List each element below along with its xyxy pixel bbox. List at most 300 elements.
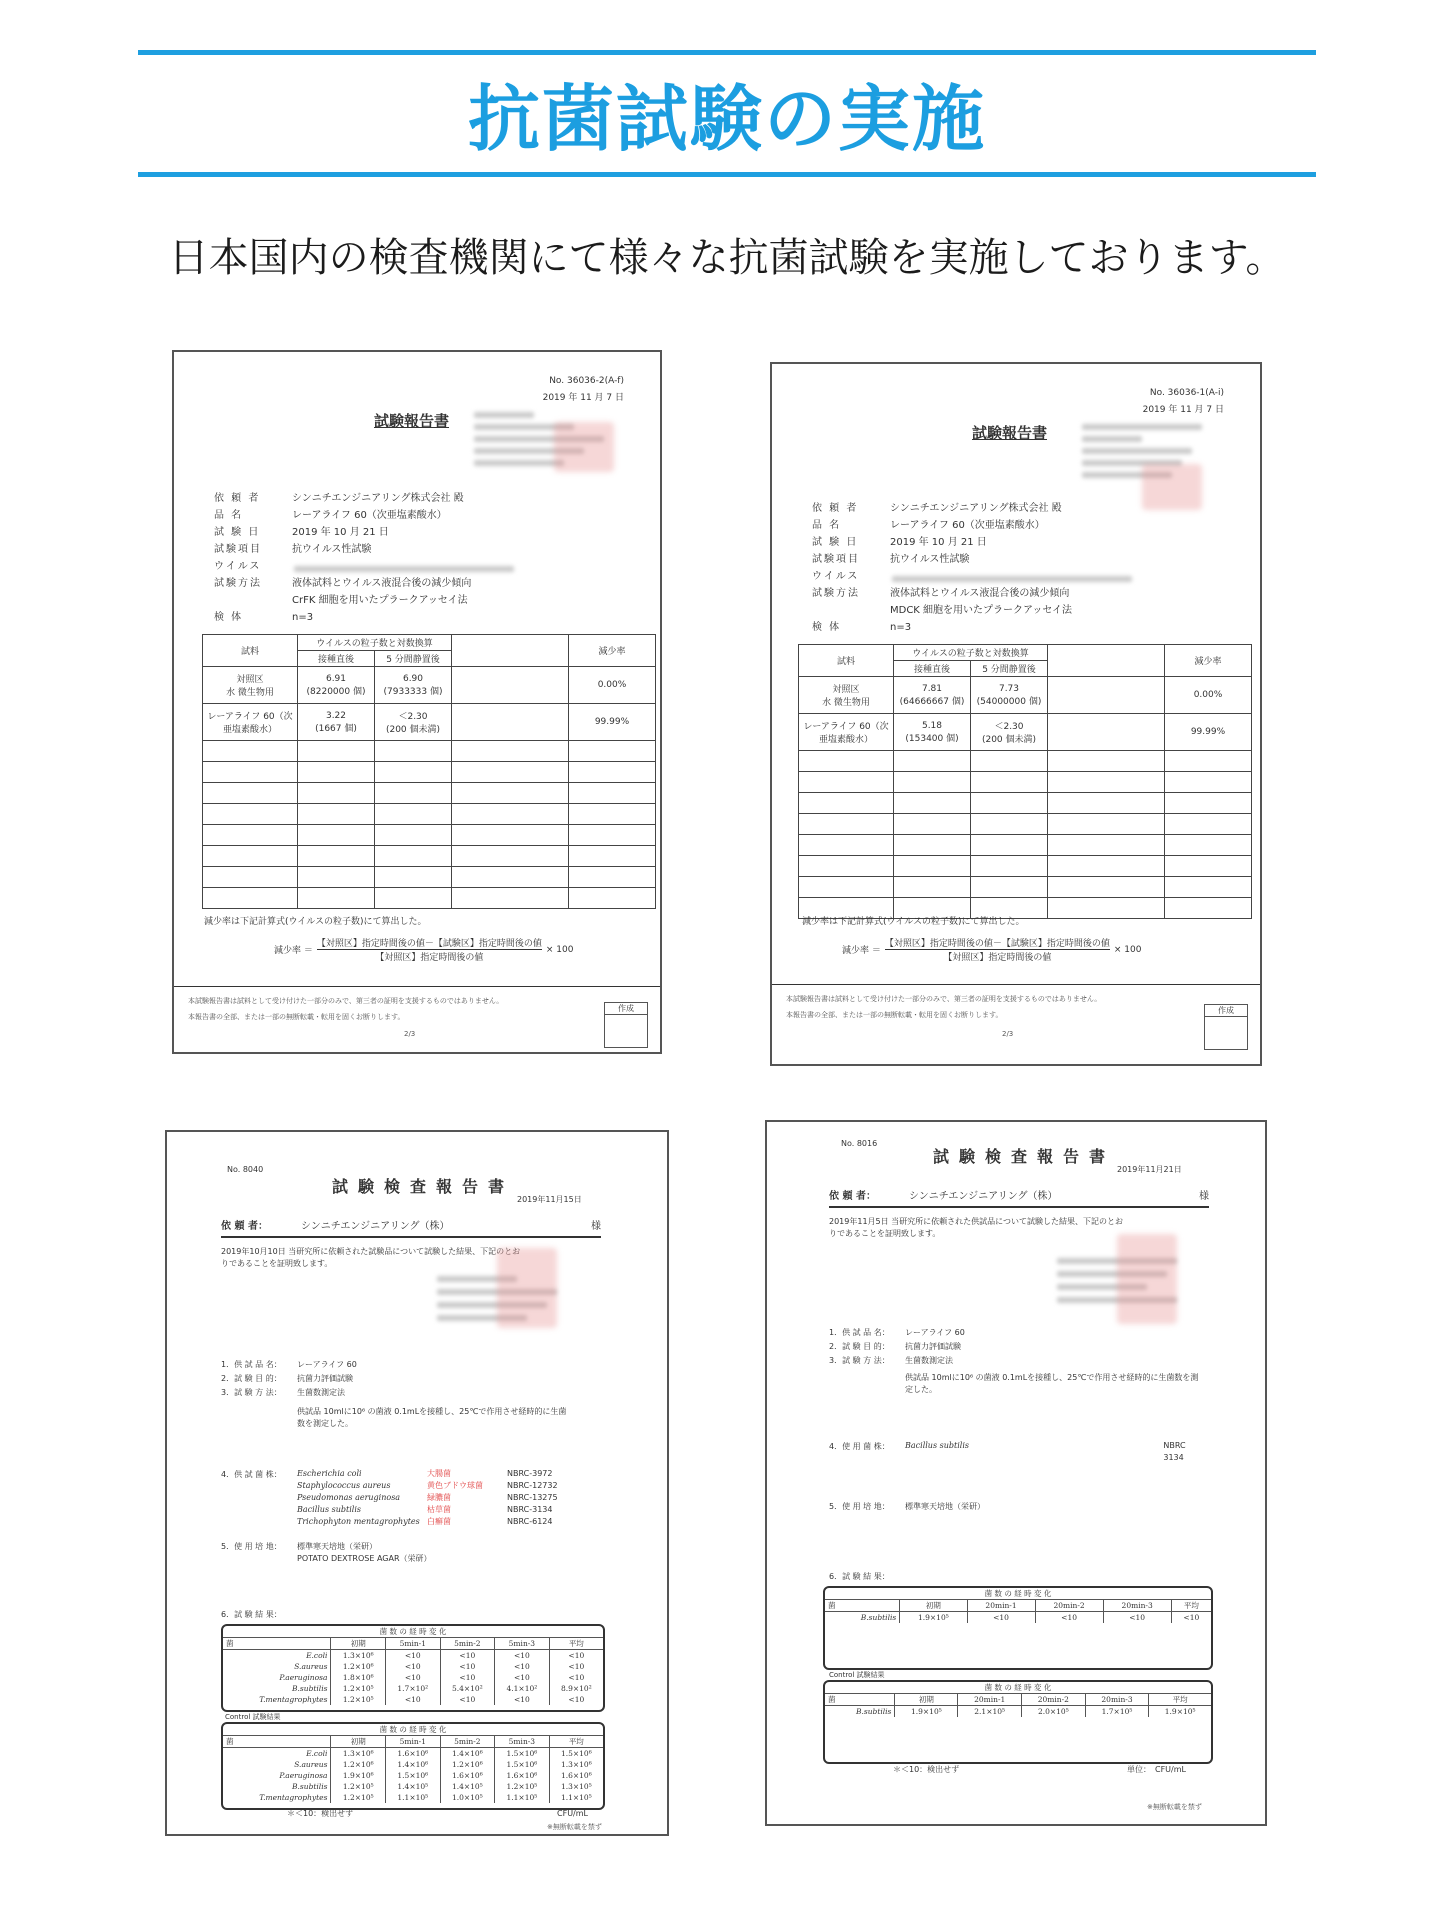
field-row <box>812 500 1232 517</box>
cell-empty <box>1048 898 1165 919</box>
cell-count: <10 <box>1035 1612 1103 1624</box>
field-key: 品 名 <box>812 520 842 531</box>
field-value: 抗ウイルス性試験 <box>890 554 970 565</box>
col-header: 20min-2 <box>1035 1600 1103 1612</box>
cell-empty <box>799 793 894 814</box>
species-code: NBRC 3134 <box>1163 1441 1186 1462</box>
th-rate: 減少率 <box>569 635 656 667</box>
table-row <box>203 704 656 741</box>
cell-empty <box>375 783 452 804</box>
table-row-empty <box>799 814 1252 835</box>
species-jp: 緑膿菌 <box>427 1493 451 1502</box>
cell-after: ＜2.30 (200 個未満) <box>375 704 452 741</box>
cell-count: 1.0×10⁵ <box>440 1792 495 1803</box>
cell-empty <box>375 888 452 909</box>
cell-empty <box>203 762 298 783</box>
formula-denominator: 【対照区】指定時間後の値 <box>375 953 484 963</box>
cell-empty <box>298 846 375 867</box>
control-label: Control 試験結果 <box>829 1671 885 1679</box>
table-caption: 菌 数 の 経 時 変 化 <box>223 1724 603 1736</box>
table-row-empty <box>799 772 1252 793</box>
cell-count: 1.2×10⁵ <box>331 1792 386 1803</box>
table-row <box>223 1770 603 1781</box>
formula <box>842 936 1141 963</box>
cell-empty <box>569 867 656 888</box>
field-key <box>214 592 292 609</box>
species-spacer <box>1025 1440 1163 1464</box>
col-header: 菌 <box>223 1736 331 1748</box>
table-row-empty <box>203 867 656 888</box>
cell-count: 1.9×10⁵ <box>900 1612 967 1624</box>
cell-count: 1.9×10⁶ <box>331 1770 386 1781</box>
row-organism: B.subtilis <box>860 1613 897 1622</box>
result-label: 6．試 験 結 果： <box>829 1572 890 1581</box>
species-label: 4．使 用 菌 株： <box>829 1442 890 1451</box>
species-name: Escherichia coli <box>297 1469 362 1478</box>
cell-empty <box>452 667 569 704</box>
field-key: 依 頼 者 <box>812 503 859 514</box>
table-row-empty <box>799 793 1252 814</box>
client-suffix: 様 <box>591 1221 601 1232</box>
species-jp: 黄色ブドウ球菌 <box>427 1481 483 1490</box>
cell-rate: 0.00% <box>569 667 656 704</box>
report-card-bacteria-1 <box>165 1130 669 1836</box>
species-row <box>905 1440 1205 1464</box>
col-header: 菌 <box>825 1600 900 1612</box>
cell-empty <box>452 867 569 888</box>
medium-label: 5．使 用 培 地： <box>221 1542 282 1551</box>
page-number: 2/3 <box>404 1030 416 1038</box>
cell-empty <box>569 888 656 909</box>
results-table <box>798 644 1252 919</box>
unit-label: 単位： CFU/mL <box>1127 1765 1186 1774</box>
cell-count: <10 <box>549 1672 603 1683</box>
field-key: 品 名 <box>214 510 244 521</box>
results-table-wrap <box>202 634 656 909</box>
cell-count: 1.2×10⁵ <box>331 1781 386 1792</box>
row-organism: E.coli <box>306 1749 328 1758</box>
medium-value: 標準寒天培地（栄研） <box>297 1542 377 1551</box>
cell-empty <box>1165 772 1252 793</box>
table-row <box>825 1612 1211 1624</box>
cell-empty <box>1048 677 1165 714</box>
field-value: レーアライフ 60（次亜塩素酸水） <box>292 510 447 521</box>
item-value: 抗菌力評価試験 <box>297 1374 353 1383</box>
cell-count: <10 <box>549 1661 603 1672</box>
client-suffix: 様 <box>1199 1191 1209 1202</box>
approval-box <box>604 1002 648 1048</box>
cell-count: 5.4×10² <box>440 1683 495 1694</box>
cell-count: 1.2×10⁵ <box>495 1781 550 1792</box>
cell-empty <box>298 783 375 804</box>
cell-count: <10 <box>549 1650 603 1662</box>
species-code: NBRC-6124 <box>507 1517 553 1526</box>
results-table-box <box>823 1586 1213 1670</box>
table-row <box>203 667 656 704</box>
client-label: 依 頼 者： <box>829 1191 876 1202</box>
field-key: 検 体 <box>214 612 244 623</box>
approval-label: 作成 <box>1205 1005 1247 1017</box>
cell-count: 2.1×10⁵ <box>958 1706 1022 1718</box>
species-code: NBRC-13275 <box>507 1493 558 1502</box>
cell-empty <box>375 804 452 825</box>
page-title: 抗菌試験の実施 <box>467 77 986 161</box>
cell-before: 5.18 (153400 個) <box>894 714 971 751</box>
intro-text: 2019年11月5日 当研究所に依頼された供試品について試験した結果、下記のとおりであることを証明致します。 <box>829 1217 1124 1238</box>
field-key: 試験項目 <box>214 544 262 555</box>
cell-empty <box>203 867 298 888</box>
th-before: 接種直後 <box>894 661 971 677</box>
field-value: 2019 年 10 月 21 日 <box>890 537 987 548</box>
species-name: Staphylococcus aureus <box>297 1481 391 1490</box>
footer-line-1: 本試験報告書は試料として受け付けた一部分のみで、第三者の証明を支援するものではありません。 <box>188 997 504 1005</box>
cell-empty <box>203 825 298 846</box>
cell-empty <box>375 867 452 888</box>
test-item <box>829 1354 1209 1368</box>
col-header: 20min-1 <box>967 1600 1035 1612</box>
cell-count: 1.5×10⁶ <box>495 1759 550 1770</box>
cell-empty <box>569 741 656 762</box>
cell-count: <10 <box>386 1672 441 1683</box>
cell-count: 1.9×10⁵ <box>1149 1706 1211 1718</box>
report-card-virus-2 <box>770 362 1262 1066</box>
footer-note: ※無断転載を禁ず <box>547 1823 602 1831</box>
cell-empty <box>298 741 375 762</box>
cell-empty <box>799 751 894 772</box>
company-seal <box>554 422 614 472</box>
cell-empty <box>799 835 894 856</box>
field-key: ウイルス <box>812 571 860 582</box>
client-label: 依 頼 者： <box>221 1221 268 1232</box>
table-row <box>223 1792 603 1803</box>
th-empty <box>452 635 569 667</box>
cell-count: 1.1×10⁵ <box>386 1792 441 1803</box>
table-row <box>223 1694 603 1705</box>
report-date: 2019年11月15日 <box>517 1195 582 1204</box>
test-item <box>829 1340 1209 1354</box>
col-header: 初期 <box>895 1694 958 1706</box>
approval-label: 作成 <box>605 1003 647 1015</box>
col-header: 菌 <box>825 1694 895 1706</box>
col-header: 5min-1 <box>386 1638 441 1650</box>
approval-box <box>1204 1004 1248 1050</box>
field-value: 抗ウイルス性試験 <box>292 544 372 555</box>
cell-empty <box>375 741 452 762</box>
field-value: n=3 <box>890 622 912 633</box>
item-value: 生菌数測定法 <box>905 1356 953 1365</box>
field-key: 試 験 日 <box>812 537 859 548</box>
cell-empty <box>1165 877 1252 898</box>
medium-value-2: POTATO DEXTROSE AGAR（栄研） <box>297 1554 432 1563</box>
field-value: CrFK 細胞を用いたプラークアッセイ法 <box>292 595 468 606</box>
table-row-empty <box>203 888 656 909</box>
field-row <box>812 585 1232 602</box>
report-card-virus-1 <box>172 350 662 1054</box>
cell-after: 6.90 (7933333 個) <box>375 667 452 704</box>
report-card-bacteria-2 <box>765 1120 1267 1826</box>
formula-denominator: 【対照区】指定時間後の値 <box>943 953 1052 963</box>
table-row <box>223 1683 603 1694</box>
field-key: 試験方法 <box>214 578 262 589</box>
company-seal <box>1117 1234 1177 1324</box>
field-value: 液体試料とウイルス液混合後の減少傾向 <box>292 578 472 589</box>
cell-before: 6.91 (8220000 個) <box>298 667 375 704</box>
cell-count: 1.4×10⁵ <box>386 1781 441 1792</box>
table-row-empty <box>203 825 656 846</box>
cell-empty <box>971 877 1048 898</box>
cell-empty <box>569 762 656 783</box>
cell-empty <box>1165 793 1252 814</box>
cell-empty <box>1165 898 1252 919</box>
report-date: 2019 年 11 月 7 日 <box>542 393 624 403</box>
col-header: 20min-1 <box>958 1694 1022 1706</box>
cell-count: 1.2×10⁶ <box>331 1759 386 1770</box>
calc-note: 減少率は下記計算式(ウイルスの粒子数)にて算出した。 <box>802 917 1025 927</box>
cell-empty <box>298 762 375 783</box>
unit-label: CFU/mL <box>557 1809 588 1818</box>
field-row <box>812 619 1232 636</box>
cell-count: <10 <box>440 1672 495 1683</box>
cell-empty <box>452 804 569 825</box>
formula-rhs: × 100 <box>1113 944 1142 955</box>
row-organism: E.coli <box>306 1651 328 1660</box>
cell-count: <10 <box>495 1694 550 1705</box>
result-label: 6．試 験 結 果： <box>221 1610 282 1619</box>
page-subtitle: 日本国内の検査機関にて様々な抗菌試験を実施しております。 <box>168 235 1286 281</box>
field-row <box>214 592 634 609</box>
header-top-rule <box>138 50 1316 55</box>
col-header: 平均 <box>1149 1694 1211 1706</box>
report-number: No. 36036-2(A-f) <box>549 376 624 386</box>
cell-empty <box>203 804 298 825</box>
cell-empty <box>1165 835 1252 856</box>
col-header: 5min-2 <box>440 1638 495 1650</box>
cell-after: 7.73 (54000000 個) <box>971 677 1048 714</box>
col-header: 20min-3 <box>1103 1600 1171 1612</box>
col-header: 初期 <box>900 1600 967 1612</box>
cell-empty <box>569 804 656 825</box>
test-items <box>221 1358 601 1400</box>
field-key: 依 頼 者 <box>214 493 261 504</box>
cell-count: <10 <box>440 1694 495 1705</box>
cell-count: <10 <box>386 1661 441 1672</box>
footer-divider <box>772 984 1260 985</box>
species-jp: 白癬菌 <box>427 1517 451 1526</box>
cell-count: <10 <box>495 1672 550 1683</box>
col-header: 5min-3 <box>495 1638 550 1650</box>
cell-empty <box>1048 856 1165 877</box>
cell-count: 1.8×10⁶ <box>331 1672 386 1683</box>
col-header: 5min-1 <box>386 1736 441 1748</box>
report-title: 試験検査報告書 <box>933 1147 1116 1166</box>
field-key: 試験方法 <box>812 588 860 599</box>
cell-sample: レーアライフ 60（次 亜塩素酸水） <box>799 714 894 751</box>
cell-count: <10 <box>1171 1612 1211 1624</box>
footer-divider <box>174 986 660 987</box>
formula-numerator: 【対照区】指定時間後の値－【試験区】指定時間後の値 <box>317 936 542 950</box>
field-value: シンニチエンジニアリング株式会社 殿 <box>890 503 1062 514</box>
table-row <box>223 1759 603 1770</box>
cell-count: 1.3×10⁶ <box>549 1759 603 1770</box>
cell-count: <10 <box>549 1694 603 1705</box>
report-fields <box>812 500 1232 636</box>
medium-label: 5．使 用 培 地： <box>829 1502 890 1511</box>
cell-count: 1.7×10² <box>386 1683 441 1694</box>
row-organism: S.aureus <box>294 1760 328 1769</box>
cell-rate: 99.99% <box>1165 714 1252 751</box>
table-row <box>223 1781 603 1792</box>
cell-count: 1.7×10⁵ <box>1085 1706 1149 1718</box>
cell-count: 1.4×10⁵ <box>440 1781 495 1792</box>
field-row <box>812 534 1232 551</box>
field-value: シンニチエンジニアリング株式会社 殿 <box>292 493 464 504</box>
cell-count: 4.1×10² <box>495 1683 550 1694</box>
species-row <box>297 1516 627 1528</box>
field-key: ウイルス <box>214 561 262 572</box>
th-before: 接種直後 <box>298 651 375 667</box>
field-row <box>214 490 634 507</box>
cell-empty <box>894 772 971 793</box>
field-value: 液体試料とウイルス液混合後の減少傾向 <box>890 588 1070 599</box>
cell-rate: 0.00% <box>1165 677 1252 714</box>
table-row-empty <box>799 856 1252 877</box>
cell-empty <box>452 825 569 846</box>
field-value: n=3 <box>292 612 314 623</box>
control-table-box <box>221 1722 605 1810</box>
field-row <box>214 575 634 592</box>
test-item <box>221 1386 601 1400</box>
table-row-empty <box>799 877 1252 898</box>
species-label: 4．供 試 菌 株： <box>221 1470 282 1479</box>
cell-empty <box>1048 751 1165 772</box>
field-value: MDCK 細胞を用いたプラークアッセイ法 <box>890 605 1073 616</box>
cell-count: 1.1×10⁵ <box>495 1792 550 1803</box>
cell-empty <box>1048 814 1165 835</box>
test-items <box>829 1326 1209 1368</box>
species-code: NBRC-3134 <box>507 1505 553 1514</box>
cell-count: <10 <box>386 1694 441 1705</box>
item-key: 1．供 試 品 名： <box>829 1328 890 1337</box>
col-header: 平均 <box>549 1736 603 1748</box>
row-organism: T.mentagrophytes <box>259 1695 328 1704</box>
species-name: Bacillus subtilis <box>905 1441 969 1450</box>
species-jp: 大腸菌 <box>427 1469 451 1478</box>
cell-empty <box>799 877 894 898</box>
row-organism: T.mentagrophytes <box>259 1793 328 1802</box>
cell-count: 1.5×10⁶ <box>495 1748 550 1760</box>
field-row <box>214 609 634 626</box>
row-organism: S.aureus <box>294 1662 328 1671</box>
virus-name-blurred <box>892 576 1132 582</box>
table-row <box>223 1748 603 1760</box>
table-row-empty <box>203 846 656 867</box>
cell-empty <box>971 793 1048 814</box>
cell-before: 7.81 (64666667 個) <box>894 677 971 714</box>
cell-sample: 対照区 水 微生物用 <box>799 677 894 714</box>
field-value: レーアライフ 60（次亜塩素酸水） <box>890 520 1045 531</box>
cell-empty <box>452 846 569 867</box>
cell-count: <10 <box>440 1650 495 1662</box>
species-row <box>297 1492 627 1504</box>
th-after: 5 分間静置後 <box>375 651 452 667</box>
item-value: レーアライフ 60 <box>297 1360 357 1369</box>
method-text: 供試品 10mlに10⁶ の菌液 0.1mLを接種し、25℃で作用させ経時的に生菌数を測定した。 <box>905 1373 1199 1394</box>
cell-empty <box>452 888 569 909</box>
cell-count: 1.4×10⁶ <box>440 1748 495 1760</box>
item-key: 1．供 試 品 名： <box>221 1360 282 1369</box>
th-rate: 減少率 <box>1165 645 1252 677</box>
cell-count: 1.6×10⁶ <box>386 1748 441 1760</box>
cell-empty <box>203 846 298 867</box>
field-key: 試 験 日 <box>214 527 261 538</box>
results-table <box>825 1588 1211 1623</box>
cell-count: <10 <box>1103 1612 1171 1624</box>
col-header: 5min-2 <box>440 1736 495 1748</box>
species-name: Trichophyton mentagrophytes <box>297 1517 420 1526</box>
cell-empty <box>203 783 298 804</box>
col-header: 初期 <box>331 1638 386 1650</box>
col-header: 20min-2 <box>1022 1694 1086 1706</box>
cell-empty <box>375 762 452 783</box>
cell-empty <box>894 856 971 877</box>
field-row <box>214 524 634 541</box>
item-value: 生菌数測定法 <box>297 1388 345 1397</box>
cell-count: 1.5×10⁶ <box>549 1748 603 1760</box>
results-table <box>223 1626 603 1705</box>
table-row-empty <box>203 762 656 783</box>
cell-empty <box>1048 793 1165 814</box>
cell-count: <10 <box>495 1650 550 1662</box>
species-code: NBRC-12732 <box>507 1481 558 1490</box>
species-list <box>905 1440 1205 1464</box>
cell-empty <box>799 856 894 877</box>
cell-count: 1.2×10⁵ <box>331 1694 386 1705</box>
cell-before: 3.22 (1667 個) <box>298 704 375 741</box>
item-value: 抗菌力評価試験 <box>905 1342 961 1351</box>
cell-empty <box>971 814 1048 835</box>
cell-empty <box>1048 714 1165 751</box>
species-jp: 枯草菌 <box>427 1505 451 1514</box>
page-number: 2/3 <box>1002 1030 1014 1038</box>
cell-empty <box>298 825 375 846</box>
row-organism: P.aeruginosa <box>279 1673 328 1682</box>
row-organism: P.aeruginosa <box>279 1771 328 1780</box>
cell-count: <10 <box>495 1661 550 1672</box>
cell-empty <box>894 877 971 898</box>
control-table-box <box>823 1680 1213 1764</box>
cell-empty <box>1165 751 1252 772</box>
field-row <box>812 551 1232 568</box>
table-row-empty <box>203 741 656 762</box>
col-header: 20min-3 <box>1085 1694 1149 1706</box>
formula-lhs: 減少率 ＝ <box>274 946 313 956</box>
species-list <box>297 1468 627 1528</box>
report-title: 試験報告書 <box>374 412 450 430</box>
species-name: Pseudomonas aeruginosa <box>297 1493 401 1502</box>
cell-empty <box>894 793 971 814</box>
table-row <box>223 1650 603 1662</box>
th-group: ウイルスの粒子数と対数換算 <box>894 645 1048 661</box>
report-fields <box>214 490 634 626</box>
control-table <box>825 1682 1211 1717</box>
intro-text: 2019年10月10日 当研究所に依頼された試験品について試験した結果、下記のとおりであることを証明致します。 <box>221 1247 521 1268</box>
cell-empty <box>1165 814 1252 835</box>
cell-count: 1.5×10⁶ <box>386 1770 441 1781</box>
report-date: 2019年11月21日 <box>1117 1165 1182 1174</box>
species-row <box>297 1504 627 1516</box>
method-text: 供試品 10mlに10⁶ の菌液 0.1mLを接種し、25℃で作用させ経時的に生菌数を測定した。 <box>297 1407 567 1428</box>
row-organism: B.subtilis <box>292 1684 328 1693</box>
